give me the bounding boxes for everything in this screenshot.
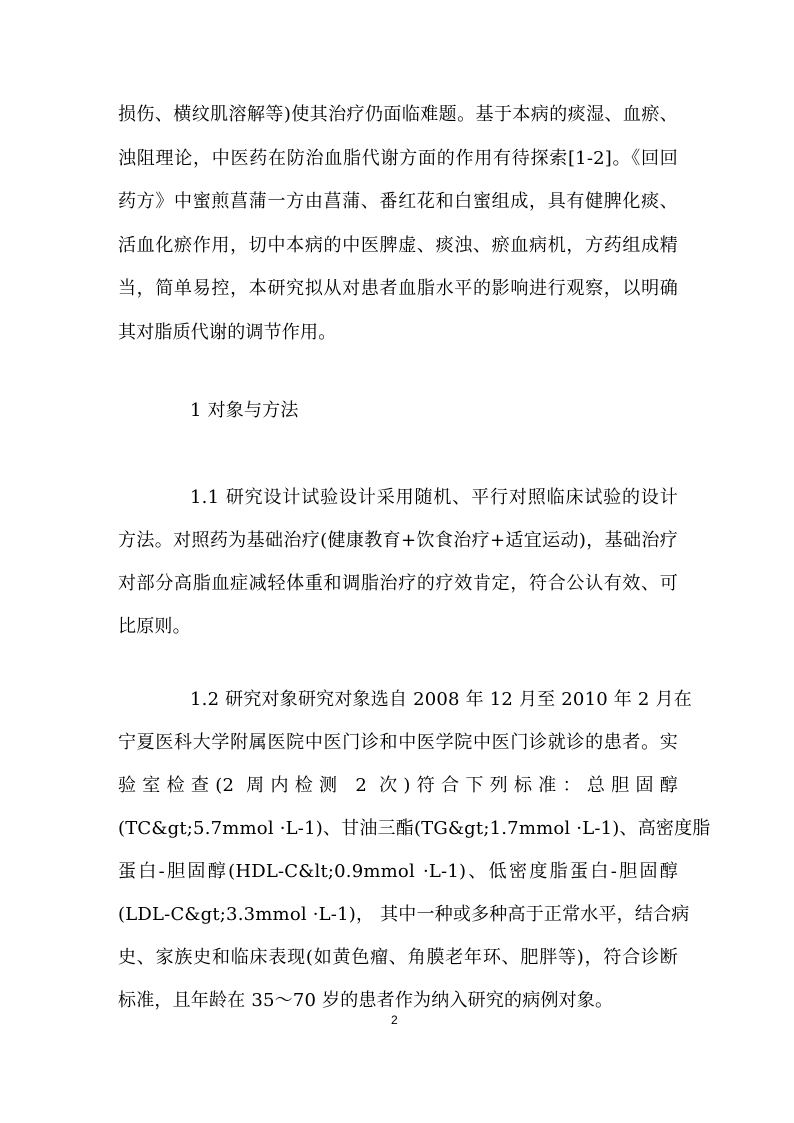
text-line: 药方》中蜜煎菖蒲一方由菖蒲、番红花和白蜜组成，具有健脾化痰、 bbox=[118, 191, 678, 212]
text-line: 史、家族史和临床表现(如黄色瘤、角膜老年环、肥胖等)，符合诊断 bbox=[118, 947, 678, 968]
text-line: (TC&gt;5.7mmol ·L-1)、甘油三酯(TG&gt;1.7mmol ·L-1)、高密度脂 bbox=[118, 818, 711, 839]
text-line: 当，简单易控，本研究拟从对患者血脂水平的影响进行观察，以明确 bbox=[118, 278, 678, 299]
text-line: 1.2 研究对象研究对象选自 2008 年 12 月至 2010 年 2 月在 bbox=[190, 689, 692, 710]
page-number: 2 bbox=[391, 1013, 398, 1027]
text-line: 活血化瘀作用，切中本病的中医脾虚、痰浊、瘀血病机，方药组成精 bbox=[118, 235, 678, 256]
text-line: 浊阻理论，中医药在防治血脂代谢方面的作用有待探索[1-2]。《回回 bbox=[118, 148, 678, 169]
text-line: 方法。对照药为基础治疗(健康教育+饮食治疗+适宜运动)，基础治疗 bbox=[118, 530, 678, 551]
text-line: (LDL-C&gt;3.3mmol ·L-1)， 其中一种或多种高于正常水平，结合病 bbox=[118, 904, 690, 925]
text-line: 损伤、横纹肌溶解等)使其治疗仍面临难题。基于本病的痰湿、血瘀、 bbox=[118, 104, 678, 125]
text-line: 验室检查(2 周内检测 2 次)符合下列标准：总胆固醇 bbox=[118, 775, 678, 796]
text-line: 标准，且年龄在 35～70 岁的患者作为纳入研究的病例对象。 bbox=[118, 990, 614, 1011]
text-line: 比原则。 bbox=[118, 616, 191, 637]
section-heading: 1 对象与方法 bbox=[190, 400, 299, 421]
text-line: 蛋白-胆固醇(HDL-C&lt;0.9mmol ·L-1)、低密度脂蛋白-胆固醇 bbox=[118, 861, 678, 882]
text-line: 其对脂质代谢的调节作用。 bbox=[118, 322, 337, 343]
text-line: 对部分高脂血症减轻体重和调脂治疗的疗效肯定，符合公认有效、可 bbox=[118, 573, 678, 594]
text-line: 1.1 研究设计试验设计采用随机、平行对照临床试验的设计 bbox=[190, 487, 678, 508]
text-line: 宁夏医科大学附属医院中医门诊和中医学院中医门诊就诊的患者。实 bbox=[118, 732, 678, 753]
